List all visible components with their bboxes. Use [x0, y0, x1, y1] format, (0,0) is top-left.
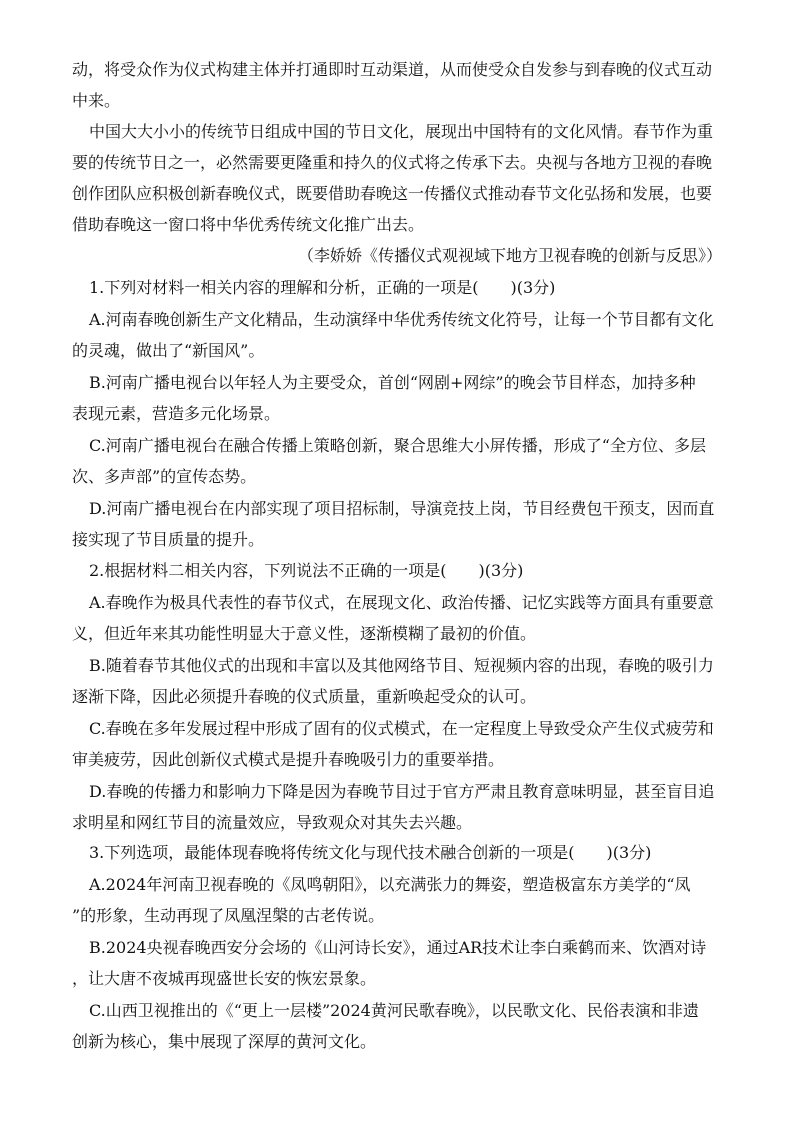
question-2-stem: 2.根据材料二相关内容，下列说法不正确的一项是( )(3分)	[89, 561, 524, 580]
q2-option-a: A.春晚作为极具代表性的春节仪式，在展现文化、政治传播、记忆实践等方面具有重要意	[89, 593, 714, 612]
paragraph-line: 借助春晚这一窗口将中华优秀传统文化推广出去。	[72, 215, 425, 234]
paragraph-line: 动，将受众作为仪式构建主体并打通即时互动渠道，从而使受众自发参与到春晚的仪式互动	[72, 60, 713, 79]
paragraph-line: 要的传统节日之一，必然需要更隆重和持久的仪式将之传承下去。央视与各地方卫视的春晚	[72, 153, 713, 172]
paragraph-line: 创作团队应积极创新春晚仪式，既要借助春晚这一传播仪式推动春节文化弘扬和发展，也要	[72, 184, 713, 203]
q3-option-c: C.山西卫视推出的《“更上一层楼”2024黄河民歌春晚》，以民歌文化、民俗表演和非遗	[89, 1001, 699, 1020]
q1-option-a-cont: 的灵魂，做出了“新国风”。	[72, 341, 265, 360]
q1-option-d: D.河南广播电视台在内部实现了项目招标制，导演竞技上岗，节目经费包干预支，因而直	[89, 499, 715, 518]
q2-option-a-cont: 义，但近年来其功能性明显大于意义性，逐渐模糊了最初的价值。	[72, 624, 537, 643]
q1-option-b-cont: 表现元素，营造多元化场景。	[72, 404, 281, 423]
q2-option-b-cont: 逐渐下降，因此必须提升春晚的仪式质量，重新唤起受众的认可。	[72, 687, 537, 706]
q3-option-b: B.2024央视春晚西安分会场的《山河诗长安》，通过AR技术让李白乘鹤而来、饮酒对诗	[89, 938, 707, 957]
q2-option-c: C.春晚在多年发展过程中形成了固有的仪式模式，在一定程度上导致受众产生仪式疲劳和	[89, 719, 714, 738]
paragraph-line: 中来。	[72, 91, 121, 110]
q1-option-c-cont: 次、多声部”的宣传态势。	[72, 467, 257, 486]
q1-option-c: C.河南广播电视台在融合传播上策略创新，聚合思维大小屏传播，形成了“全方位、多层	[89, 436, 706, 455]
question-1-stem: 1.下列对材料一相关内容的理解和分析，正确的一项是( )(3分)	[89, 278, 556, 297]
q1-option-a: A.河南春晚创新生产文化精品，生动演绎中华优秀传统文化符号，让每一个节目都有文化	[89, 310, 714, 329]
q1-option-d-cont: 接实现了节目质量的提升。	[72, 530, 265, 549]
paragraph-line: 中国大大小小的传统节日组成中国的节日文化，展现出中国特有的文化风情。春节作为重	[89, 122, 714, 141]
q3-option-a: A.2024年河南卫视春晚的《凤鸣朝阳》，以充满张力的舞姿，塑造极富东方美学的“凤	[89, 875, 691, 894]
q2-option-d-cont: 求明星和网红节目的流量效应，导致观众对其失去兴趣。	[72, 813, 473, 832]
q3-option-c-cont: 创新为核心，集中展现了深厚的黄河文化。	[72, 1032, 377, 1051]
q1-option-b: B.河南广播电视台以年轻人为主要受众，首创“网剧+网综”的晚会节目样态，加持多种	[89, 373, 696, 392]
q3-option-b-cont: ，让大唐不夜城再现盛世长安的恢宏景象。	[72, 969, 377, 988]
question-3-stem: 3.下列选项，最能体现春晚将传统文化与现代技术融合创新的一项是( )(3分)	[89, 843, 652, 862]
q3-option-a-cont: ”的形象，生动再现了凤凰涅槃的古老传说。	[72, 906, 385, 925]
q2-option-b: B.随着春节其他仪式的出现和丰富以及其他网络节目、短视频内容的出现，春晚的吸引力	[89, 656, 714, 675]
source-citation: （李娇娇《传播仪式观视域下地方卫视春晚的创新与反思》）	[298, 246, 723, 265]
q2-option-d: D.春晚的传播力和影响力下降是因为春晚节目过于官方严肃且教育意味明显，甚至盲目追	[89, 782, 715, 801]
q2-option-c-cont: 审美疲劳，因此创新仪式模式是提升春晚吸引力的重要举措。	[72, 750, 505, 769]
